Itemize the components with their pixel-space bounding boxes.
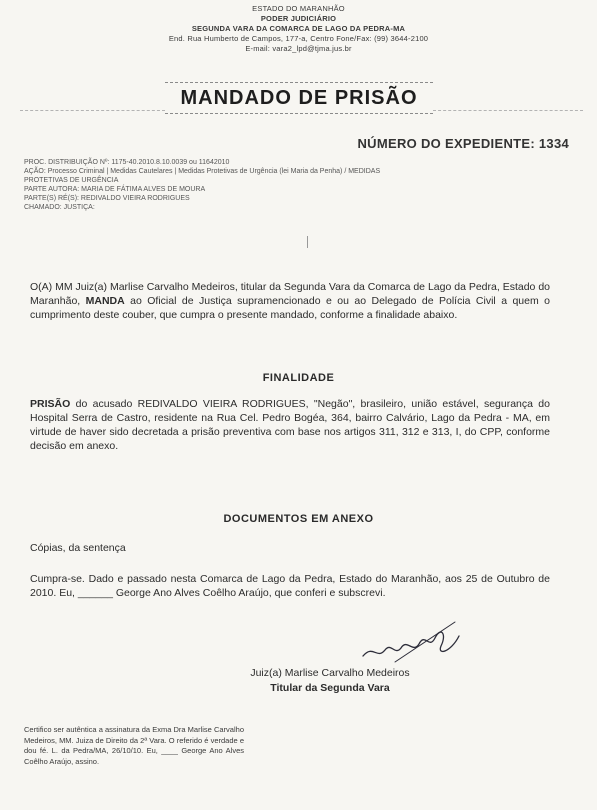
- intro-paragraph: [30, 280, 550, 322]
- documentos-heading: DOCUMENTOS EM ANEXO: [223, 513, 374, 525]
- manda-keyword: MANDA: [85, 295, 125, 307]
- expediente-number: NÚMERO DO EXPEDIENTE: 1334: [357, 136, 569, 151]
- divider-right: [433, 110, 583, 111]
- intro-text-1: O(A) MM Juiz(a) Marlise Carvalho Medeiros, titular da Segunda Vara da Comarca de Lago da Pedra, Estado do Maranhão,: [30, 281, 550, 307]
- court-name: SEGUNDA VARA DA COMARCA DE LAGO DA PEDRA-MA: [191, 24, 406, 33]
- signer-role: Titular da Segunda Vara: [270, 682, 390, 694]
- meta-called: CHAMADO: JUSTIÇA:: [24, 204, 95, 211]
- signer-block: [230, 666, 430, 696]
- meta-action: AÇÃO: Processo Criminal | Medidas Cautelares | Medidas Protetivas de Urgência (lei Maria da Penha) / MEDIDAS: [24, 168, 381, 175]
- meta-action-cont: PROTETIVAS DE URGÊNCIA: [24, 177, 119, 184]
- finalidade-paragraph: [30, 397, 550, 453]
- closing-paragraph: Cumpra-se. Dado e passado nesta Comarca de Lago da Pedra, Estado do Maranhão, aos 25 de Outubro de 2010. Eu, ______ George Ano Alves Coêlho Araújo, que conferi e subscrevi.: [30, 573, 550, 599]
- signature-scribble: [355, 616, 475, 668]
- margin-mark: [307, 236, 312, 248]
- meta-plaintiff: PARTE AUTORA: MARIA DE FÁTIMA ALVES DE MOURA: [24, 186, 206, 193]
- power-name: PODER JUDICIÁRIO: [260, 14, 337, 23]
- court-email: E-mail: vara2_lpd@tjma.jus.br: [245, 44, 352, 53]
- meta-defendant: PARTE(S) RÉ(S): REDIVALDO VIEIRA RODRIGUES: [24, 195, 190, 202]
- meta-process-number: PROC. DISTRIBUIÇÃO Nº: 1175-40.2010.8.10.0039 ou 11642010: [24, 159, 230, 166]
- handwritten-signature: [355, 616, 475, 668]
- finalidade-text: do acusado REDIVALDO VIEIRA RODRIGUES, "Negão", brasileiro, união estável, segurança do Hospital Serra de Castro, residente na Rua Cel. Pedro Bogéa, 364, bairro Calvário, Lago da Pedra - MA, em virtude de haver sido decretada a prisão preventiva com base nos artigos 311, 312 e 313, I, do CPP, conforme decisão em anexo.: [30, 398, 550, 452]
- prisao-keyword: PRISÃO: [30, 398, 71, 410]
- court-letterhead: [0, 4, 597, 54]
- divider-left: [20, 110, 165, 111]
- intro-text-2: ao Oficial de Justiça supramencionado e ou ao Delegado de Polícia Civil a quem o cumprimento deste couber, que cumpra o presente mandado, conforme a finalidade abaixo.: [30, 295, 551, 321]
- finalidade-heading: FINALIDADE: [262, 372, 335, 384]
- court-address: End. Rua Humberto de Campos, 177-a, Centro Fone/Fax: (99) 3644-2100: [168, 34, 429, 43]
- certification-note: Certifico ser autêntica a assinatura da Exma Dra Marlise Carvalho Medeiros, MM. Juiza de Direito da 2ª Vara. O referido é verdade e dou fé. L. da Pedra/MA, 26/10/10. Eu, ____ George Ano Alves Coêlho Araújo, assino.: [24, 725, 244, 766]
- signer-name: Juiz(a) Marlise Carvalho Medeiros: [250, 667, 410, 679]
- case-metadata: [24, 158, 584, 212]
- copias-line: Cópias, da sentença: [30, 542, 126, 554]
- document-title: MANDADO DE PRISÃO: [180, 87, 418, 109]
- state-name: ESTADO DO MARANHÃO: [252, 4, 345, 13]
